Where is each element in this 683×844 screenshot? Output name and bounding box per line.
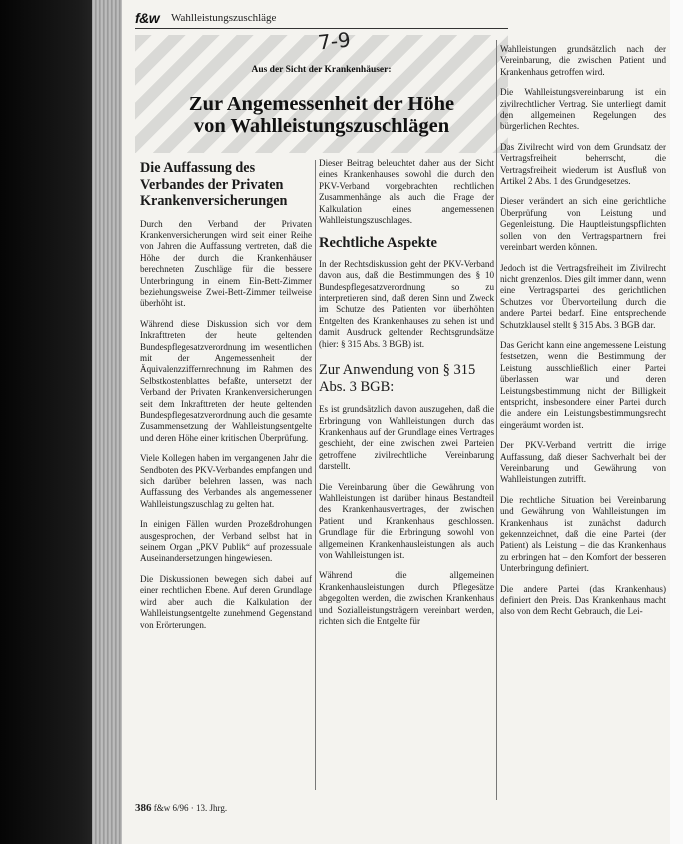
paragraph: Das Gericht kann eine angemessene Leistung festsetzen, wenn die Bestimmung der Leistung ausschließlich einer Partei überlassen war und deren Leistungsbestimmung nicht der Billigkeit entspricht, insbesondere einer Partei durch die andere ein Leistungsbestimmungsrecht eingeräumt worden ist. bbox=[500, 339, 666, 430]
subheading-legal-aspects: Rechtliche Aspekte bbox=[319, 235, 437, 252]
handwritten-note: 7-9 bbox=[316, 27, 352, 55]
paragraph: In der Rechtsdiskussion geht der PKV-Verband davon aus, daß die Bestimmungen des § 10 Bundespflegesatzverordnung so zu interpretieren sind, daß deren Sinn und Zweck im Schutze des Patienten vor überhöhten Entgelten des Krankenhauses zu sehen ist und damit Ausdruck geltender Rechtsgrundsätze (hier: § 315 Abs. 3 BGB) ist. bbox=[319, 258, 494, 349]
section-title: Wahlleistungszuschläge bbox=[171, 12, 277, 24]
column-1 bbox=[140, 158, 312, 640]
scan-right-margin bbox=[670, 0, 683, 844]
article-title-line-1: Zur Angemessenheit der Höhe bbox=[188, 93, 455, 115]
issue-reference: f&w 6/96 · 13. Jhrg. bbox=[153, 803, 228, 813]
paragraph: Die Vereinbarung über die Gewährung von Wahlleistungen ist darüber hinaus Bestandteil des Krankenhausvertrages, der zwischen Patient und Krankenhaus geschlossen. Grundlage für die Erbringung sowohl von allgemeinen Krankenhausleistungen als auch von Wahlleistungen ist. bbox=[319, 481, 494, 560]
paragraph: Während die allgemeinen Krankenhausleistungen durch Pflegesätze abgegolten werden, die zwischen Krankenhaus und Sozialleistungsträgern vereinbart werden, richten sich die Entgelte für bbox=[319, 570, 494, 626]
paragraph: Wahlleistungen grundsätzlich nach der Vereinbarung, die zwischen Patient und Krankenhaus getroffen wird. bbox=[500, 44, 666, 77]
paragraph: Jedoch ist die Vertragsfreiheit im Zivilrecht nicht grenzenlos. Dies gilt immer dann, wenn eine Vertragspartei des gerichtlichen Schutzes vor Übervorteilung durch die andere Partei bedarf. Eine entsprechende Schutzklausel stellt § 315 Abs. 3 BGB dar. bbox=[500, 262, 666, 330]
article-kicker: Aus der Sicht der Krankenhäuser: bbox=[251, 65, 392, 75]
page-number: 386 bbox=[135, 802, 152, 814]
paragraph: Der PKV-Verband vertritt die irrige Auffassung, daß dieser Sachverhalt bei der Vereinbarung und Gewährung von Wahlleistungen zutrifft. bbox=[500, 440, 666, 485]
magazine-page bbox=[122, 0, 670, 844]
paragraph: Es ist grundsätzlich davon auszugehen, daß die Erbringung von Wahlleistungen durch das Krankenhaus auf der Grundlage eines Vertrages geschieht, der eine zwischen zwei Parteien getroffene zivilrechtliche Vereinbarung darstellt. bbox=[319, 404, 494, 472]
paragraph: Die Wahlleistungsvereinbarung ist ein zivilrechtlicher Vertrag. Sie unterliegt damit den allgemeinen Regelungen des bürgerlichen Rechtes. bbox=[500, 87, 666, 132]
article-title-line-2: von Wahlleistungszuschlägen bbox=[193, 115, 450, 137]
column-1-heading: Die Auffassung des Verbandes der Privaten Krankenversicherungen bbox=[140, 160, 288, 209]
title-box bbox=[135, 27, 508, 153]
paragraph: Dieser Beitrag beleuchtet daher aus der Sicht eines Krankenhauses sowohl die durch den PKV-Verband vorgebrachten rechtlichen Zusammenhänge als auch die Frage der Kalkulation eines angemessenen Wahlleistungszuschlages. bbox=[319, 158, 494, 226]
paragraph: Das Zivilrecht wird von dem Grundsatz der Vertragsfreiheit beherrscht, die Vertragsfreiheit wiederum ist Ausfluß von Artikel 2 Abs. 1 des Grundgesetzes. bbox=[500, 141, 666, 187]
page-stack-edge bbox=[92, 0, 124, 844]
header-rule bbox=[135, 28, 508, 29]
paragraph: Viele Kollegen haben im vergangenen Jahr die Sendboten des PKV-Verbandes empfangen und sich darüber belehren lassen, was nach Auffassung des Verbandes als angemessener Wahlleistungszuschlag zu gelten hat. bbox=[140, 453, 312, 509]
paragraph: Während diese Diskussion sich vor dem Inkrafttreten der heute geltenden Bundespflegesatzverordnung im wesentlichen mit der Angemessenheit der Äquivalenzziffernrechnung im Rahmen des Selbstkostenblattes befaßte, untersetzt der Verband der Privaten Krankenversicherungen seit dem Inkrafttreten der heute geltenden Bundespflegesatzverordnung auch die gesamte Zusammensetzung der Wahlleistungsentgelte und deren Höhe einer kritischen Überprüfung. bbox=[140, 318, 312, 443]
column-rule bbox=[496, 40, 497, 800]
paragraph: Durch den Verband der Privaten Krankenversicherungen wird seit einer Reihe von Jahren die Auffassung vertreten, daß die Höhe der durch die Krankenhäuser berechneten Zuschläge für die bessere Unterbringung in einem Ein-Bett-Zimmer beziehungsweise Zwei-Bett-Zimmer teilweise überhöht ist. bbox=[140, 218, 312, 309]
running-header bbox=[135, 10, 508, 28]
page-footer bbox=[135, 802, 227, 814]
paragraph: Die rechtliche Situation bei Vereinbarung und Gewährung von Wahlleistungen im Krankenhaus ist zunächst dadurch gekennzeichnet, daß die eine Partei (der Patient) als Leistung – die das Krankenhaus zu erbringen hat – den Komfort der besseren Unterbringung definiert. bbox=[500, 494, 666, 574]
journal-logo: f&w bbox=[135, 10, 160, 26]
paragraph: Die andere Partei (das Krankenhaus) definiert den Preis. Das Krankenhaus macht also von dem Recht Gebrauch, die Lei- bbox=[500, 583, 666, 617]
paragraph: Die Diskussionen bewegen sich dabei auf einer rechtlichen Ebene. Auf deren Grundlage wird aber auch die Kalkulation der Wahlleistungsentgelte zunehmend Gegenstand von Erörterungen. bbox=[140, 573, 312, 630]
paragraph: In einigen Fällen wurden Prozeßdrohungen ausgesprochen, der Verband selbst hat in seinem Organ „PKV Publik“ auf prozessuale Auseinandersetzungen hingewiesen. bbox=[140, 519, 312, 564]
paragraph: Dieser verändert an sich eine gerichtliche Überprüfung von Leistung und Gegenleistung. Die Hauptleistungspflichten sollen von den Vertragspartnern frei vereinbart werden können. bbox=[500, 196, 666, 253]
column-3 bbox=[500, 44, 666, 627]
subheading-bgb-315: Zur Anwendung von § 315 Abs. 3 BGB: bbox=[319, 362, 476, 396]
column-2 bbox=[319, 158, 494, 636]
column-rule bbox=[315, 160, 316, 790]
